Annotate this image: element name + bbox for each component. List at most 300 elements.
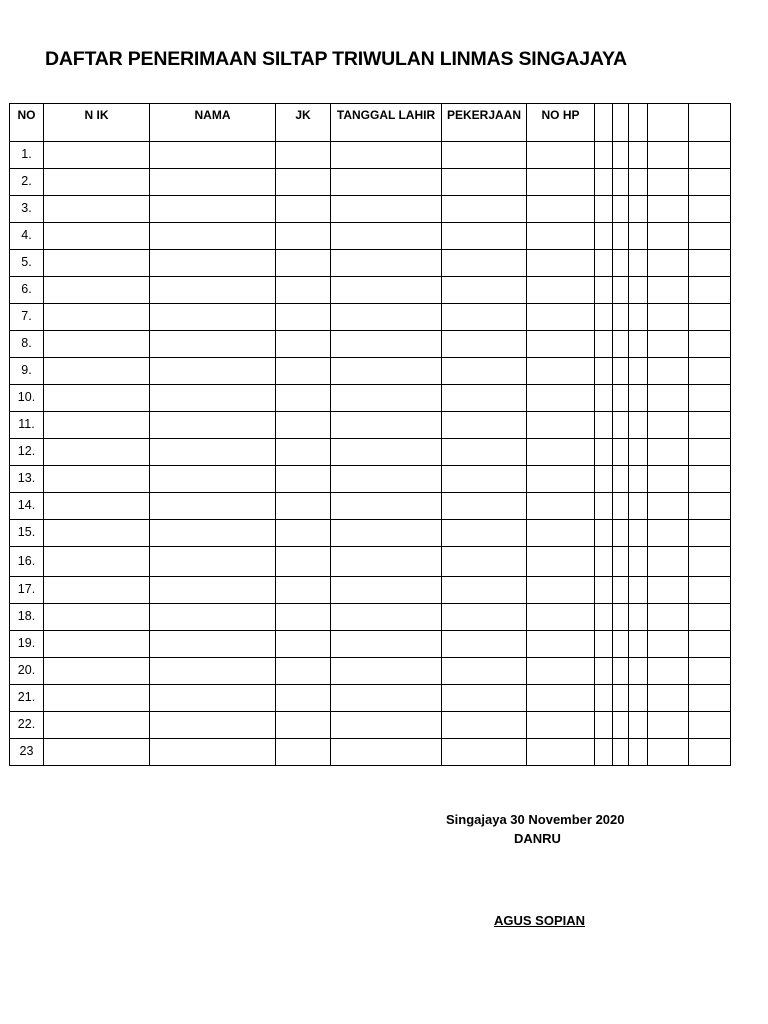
table-cell [331, 493, 442, 520]
row-number: 8. [10, 331, 44, 358]
row-number: 9. [10, 358, 44, 385]
header-extra-3 [629, 104, 648, 142]
table-cell [442, 250, 527, 277]
table-cell [527, 331, 595, 358]
table-cell [44, 685, 150, 712]
table-cell [595, 604, 613, 631]
table-cell [527, 520, 595, 547]
table-cell [276, 412, 331, 439]
table-cell [442, 142, 527, 169]
table-cell [595, 412, 613, 439]
table-cell [613, 412, 629, 439]
table-cell [613, 169, 629, 196]
table-row [10, 358, 731, 385]
header-pekerjaan: PEKERJAAN [442, 104, 527, 142]
table-cell [527, 685, 595, 712]
table-cell [613, 304, 629, 331]
table-cell [442, 412, 527, 439]
header-no: NO [10, 104, 44, 142]
table-row [10, 712, 731, 739]
table-cell [442, 712, 527, 739]
table-cell [527, 466, 595, 493]
table-cell [629, 142, 648, 169]
table-cell [648, 520, 689, 547]
table-cell [689, 250, 731, 277]
recipient-table [9, 103, 731, 766]
table-cell [442, 520, 527, 547]
row-number: 16. [10, 547, 44, 577]
table-cell [595, 250, 613, 277]
table-cell [331, 466, 442, 493]
table-row [10, 466, 731, 493]
table-cell [331, 277, 442, 304]
table-cell [629, 520, 648, 547]
table-cell [595, 169, 613, 196]
table-cell [44, 169, 150, 196]
table-cell [150, 466, 276, 493]
table-cell [44, 604, 150, 631]
table-cell [689, 520, 731, 547]
table-cell [629, 385, 648, 412]
table-cell [331, 658, 442, 685]
table-cell [689, 685, 731, 712]
table-cell [613, 712, 629, 739]
table-cell [276, 331, 331, 358]
table-cell [629, 466, 648, 493]
table-cell [150, 631, 276, 658]
table-cell [629, 658, 648, 685]
table-cell [150, 412, 276, 439]
table-cell [527, 493, 595, 520]
table-cell [689, 142, 731, 169]
table-cell [613, 385, 629, 412]
table-cell [442, 385, 527, 412]
row-number: 19. [10, 631, 44, 658]
table-cell [44, 577, 150, 604]
table-cell [150, 658, 276, 685]
row-number: 7. [10, 304, 44, 331]
table-cell [613, 439, 629, 466]
table-cell [331, 196, 442, 223]
table-cell [276, 712, 331, 739]
table-cell [689, 631, 731, 658]
table-cell [595, 439, 613, 466]
row-number: 18. [10, 604, 44, 631]
table-cell [629, 223, 648, 250]
table-cell [629, 196, 648, 223]
table-cell [150, 331, 276, 358]
table-cell [44, 631, 150, 658]
table-cell [648, 412, 689, 439]
table-cell [613, 277, 629, 304]
table-cell [689, 739, 731, 766]
row-number: 13. [10, 466, 44, 493]
table-cell [613, 577, 629, 604]
table-cell [527, 304, 595, 331]
table-cell [331, 169, 442, 196]
row-number: 23 [10, 739, 44, 766]
table-cell [150, 577, 276, 604]
table-cell [613, 739, 629, 766]
table-cell [595, 631, 613, 658]
table-cell [595, 358, 613, 385]
table-cell [150, 739, 276, 766]
row-number: 4. [10, 223, 44, 250]
table-row [10, 577, 731, 604]
table-cell [648, 439, 689, 466]
table-cell [527, 142, 595, 169]
table-cell [689, 358, 731, 385]
table-cell [331, 577, 442, 604]
table-cell [648, 142, 689, 169]
table-row [10, 250, 731, 277]
table-cell [689, 331, 731, 358]
table-cell [648, 331, 689, 358]
table-row [10, 547, 731, 577]
table-cell [44, 331, 150, 358]
table-cell [595, 739, 613, 766]
table-cell [629, 439, 648, 466]
table-cell [442, 685, 527, 712]
table-cell [150, 385, 276, 412]
row-number: 15. [10, 520, 44, 547]
table-cell [527, 439, 595, 466]
table-cell [276, 196, 331, 223]
table-cell [44, 277, 150, 304]
table-cell [689, 277, 731, 304]
document-title: DAFTAR PENERIMAAN SILTAP TRIWULAN LINMAS SINGAJAYA [45, 48, 627, 70]
table-cell [276, 493, 331, 520]
table-cell [648, 493, 689, 520]
table-cell [276, 631, 331, 658]
table-body [10, 142, 731, 766]
header-extra-5 [689, 104, 731, 142]
table-cell [276, 658, 331, 685]
table-cell [276, 277, 331, 304]
table-cell [442, 331, 527, 358]
row-number: 17. [10, 577, 44, 604]
table-cell [276, 304, 331, 331]
table-cell [648, 712, 689, 739]
table-row [10, 385, 731, 412]
table-cell [689, 577, 731, 604]
row-number: 3. [10, 196, 44, 223]
table-cell [648, 631, 689, 658]
table-cell [44, 466, 150, 493]
table-cell [595, 577, 613, 604]
table-cell [613, 196, 629, 223]
table-cell [527, 250, 595, 277]
table-cell [629, 739, 648, 766]
table-cell [595, 520, 613, 547]
table-cell [613, 142, 629, 169]
table-cell [613, 685, 629, 712]
table-row [10, 685, 731, 712]
table-cell [150, 277, 276, 304]
table-cell [648, 739, 689, 766]
table-row [10, 493, 731, 520]
table-cell [44, 250, 150, 277]
table-cell [648, 223, 689, 250]
table-cell [613, 223, 629, 250]
table-row [10, 223, 731, 250]
header-tanggal-lahir: TANGGAL LAHIR [331, 104, 442, 142]
row-number: 22. [10, 712, 44, 739]
header-nik: N IK [44, 104, 150, 142]
table-cell [442, 223, 527, 250]
row-number: 1. [10, 142, 44, 169]
table-row [10, 304, 731, 331]
table-cell [613, 358, 629, 385]
table-cell [613, 631, 629, 658]
table-cell [331, 439, 442, 466]
table-cell [331, 547, 442, 577]
table-cell [613, 658, 629, 685]
table-cell [276, 577, 331, 604]
table-cell [648, 547, 689, 577]
table-cell [276, 547, 331, 577]
table-row [10, 658, 731, 685]
table-row [10, 604, 731, 631]
table-cell [648, 358, 689, 385]
table-cell [276, 250, 331, 277]
row-number: 11. [10, 412, 44, 439]
table-cell [442, 577, 527, 604]
table-cell [442, 358, 527, 385]
table-cell [648, 466, 689, 493]
table-cell [629, 169, 648, 196]
table-cell [689, 385, 731, 412]
table-cell [648, 658, 689, 685]
table-cell [44, 712, 150, 739]
header-extra-1 [595, 104, 613, 142]
table-cell [276, 385, 331, 412]
table-cell [331, 604, 442, 631]
header-nama: NAMA [150, 104, 276, 142]
table-cell [595, 466, 613, 493]
table-cell [689, 439, 731, 466]
table-row [10, 439, 731, 466]
table-cell [442, 739, 527, 766]
table-cell [613, 466, 629, 493]
table-cell [595, 658, 613, 685]
table-cell [595, 223, 613, 250]
table-cell [442, 547, 527, 577]
table-cell [629, 547, 648, 577]
header-extra-2 [613, 104, 629, 142]
table-cell [629, 277, 648, 304]
table-cell [276, 466, 331, 493]
table-cell [527, 169, 595, 196]
table-cell [150, 547, 276, 577]
table-cell [150, 604, 276, 631]
table-cell [331, 331, 442, 358]
table-cell [442, 169, 527, 196]
table-cell [150, 685, 276, 712]
signature-name: AGUS SOPIAN [494, 913, 586, 928]
table-cell [331, 142, 442, 169]
table-cell [648, 577, 689, 604]
table-cell [629, 604, 648, 631]
table-cell [150, 169, 276, 196]
table-cell [276, 223, 331, 250]
table-cell [331, 685, 442, 712]
table-cell [689, 547, 731, 577]
table-cell [527, 223, 595, 250]
table-cell [276, 358, 331, 385]
table-cell [44, 658, 150, 685]
table-cell [595, 277, 613, 304]
table-cell [527, 358, 595, 385]
table-cell [331, 385, 442, 412]
row-number: 14. [10, 493, 44, 520]
table-row [10, 739, 731, 766]
table-cell [44, 439, 150, 466]
table-cell [150, 142, 276, 169]
table-cell [648, 196, 689, 223]
signature-place-date: Singajaya 30 November 2020 [446, 812, 625, 827]
table-cell [595, 142, 613, 169]
table-row [10, 631, 731, 658]
table-cell [44, 304, 150, 331]
row-number: 2. [10, 169, 44, 196]
table-cell [613, 331, 629, 358]
table-cell [442, 304, 527, 331]
table-cell [595, 547, 613, 577]
header-extra-4 [648, 104, 689, 142]
table-cell [527, 547, 595, 577]
table-cell [527, 385, 595, 412]
table-cell [442, 196, 527, 223]
table-cell [442, 277, 527, 304]
table-cell [442, 439, 527, 466]
table-cell [648, 385, 689, 412]
table-cell [442, 493, 527, 520]
table-cell [150, 250, 276, 277]
table-row [10, 412, 731, 439]
table-cell [629, 493, 648, 520]
table-cell [629, 304, 648, 331]
table-row [10, 169, 731, 196]
table-cell [527, 196, 595, 223]
table-cell [629, 331, 648, 358]
table-cell [648, 304, 689, 331]
table-cell [276, 439, 331, 466]
table-cell [595, 385, 613, 412]
table-cell [276, 142, 331, 169]
table-cell [629, 358, 648, 385]
header-no-hp: NO HP [527, 104, 595, 142]
table-cell [331, 739, 442, 766]
table-cell [150, 196, 276, 223]
table-cell [613, 604, 629, 631]
row-number: 21. [10, 685, 44, 712]
table-row [10, 520, 731, 547]
table-cell [595, 304, 613, 331]
table-cell [629, 631, 648, 658]
row-number: 10. [10, 385, 44, 412]
table-cell [689, 658, 731, 685]
table-cell [44, 493, 150, 520]
table-cell [150, 304, 276, 331]
table-row [10, 196, 731, 223]
table-cell [527, 631, 595, 658]
table-cell [629, 412, 648, 439]
table-cell [527, 412, 595, 439]
table-cell [442, 658, 527, 685]
table-cell [44, 739, 150, 766]
table-cell [44, 196, 150, 223]
table-cell [276, 685, 331, 712]
table-cell [150, 223, 276, 250]
table-row [10, 331, 731, 358]
table-cell [331, 250, 442, 277]
row-number: 20. [10, 658, 44, 685]
table-cell [527, 739, 595, 766]
table-cell [150, 493, 276, 520]
table-cell [527, 712, 595, 739]
row-number: 5. [10, 250, 44, 277]
table-cell [648, 277, 689, 304]
table-cell [689, 196, 731, 223]
table-cell [689, 169, 731, 196]
table-cell [44, 142, 150, 169]
table-cell [689, 493, 731, 520]
table-cell [527, 658, 595, 685]
table-cell [613, 250, 629, 277]
table-cell [331, 304, 442, 331]
table-cell [689, 466, 731, 493]
table-cell [276, 169, 331, 196]
table-cell [648, 169, 689, 196]
header-jk: JK [276, 104, 331, 142]
table-row [10, 142, 731, 169]
table-cell [150, 439, 276, 466]
table-cell [44, 520, 150, 547]
table-cell [648, 250, 689, 277]
table-cell [629, 712, 648, 739]
table-cell [331, 412, 442, 439]
table-cell [595, 331, 613, 358]
table-cell [527, 277, 595, 304]
table-cell [595, 685, 613, 712]
table-cell [44, 412, 150, 439]
table-cell [276, 520, 331, 547]
row-number: 12. [10, 439, 44, 466]
row-number: 6. [10, 277, 44, 304]
table-cell [629, 250, 648, 277]
table-cell [613, 520, 629, 547]
table-cell [689, 604, 731, 631]
table-cell [331, 223, 442, 250]
table-cell [442, 604, 527, 631]
table-row [10, 277, 731, 304]
table-cell [629, 577, 648, 604]
signature-role: DANRU [514, 831, 561, 846]
table-cell [527, 577, 595, 604]
table-cell [44, 358, 150, 385]
table-cell [276, 604, 331, 631]
table-cell [629, 685, 648, 712]
table-cell [276, 739, 331, 766]
table-cell [648, 685, 689, 712]
table-cell [689, 412, 731, 439]
table-cell [150, 712, 276, 739]
table-cell [442, 466, 527, 493]
table-cell [44, 385, 150, 412]
table-cell [595, 493, 613, 520]
table-cell [613, 547, 629, 577]
